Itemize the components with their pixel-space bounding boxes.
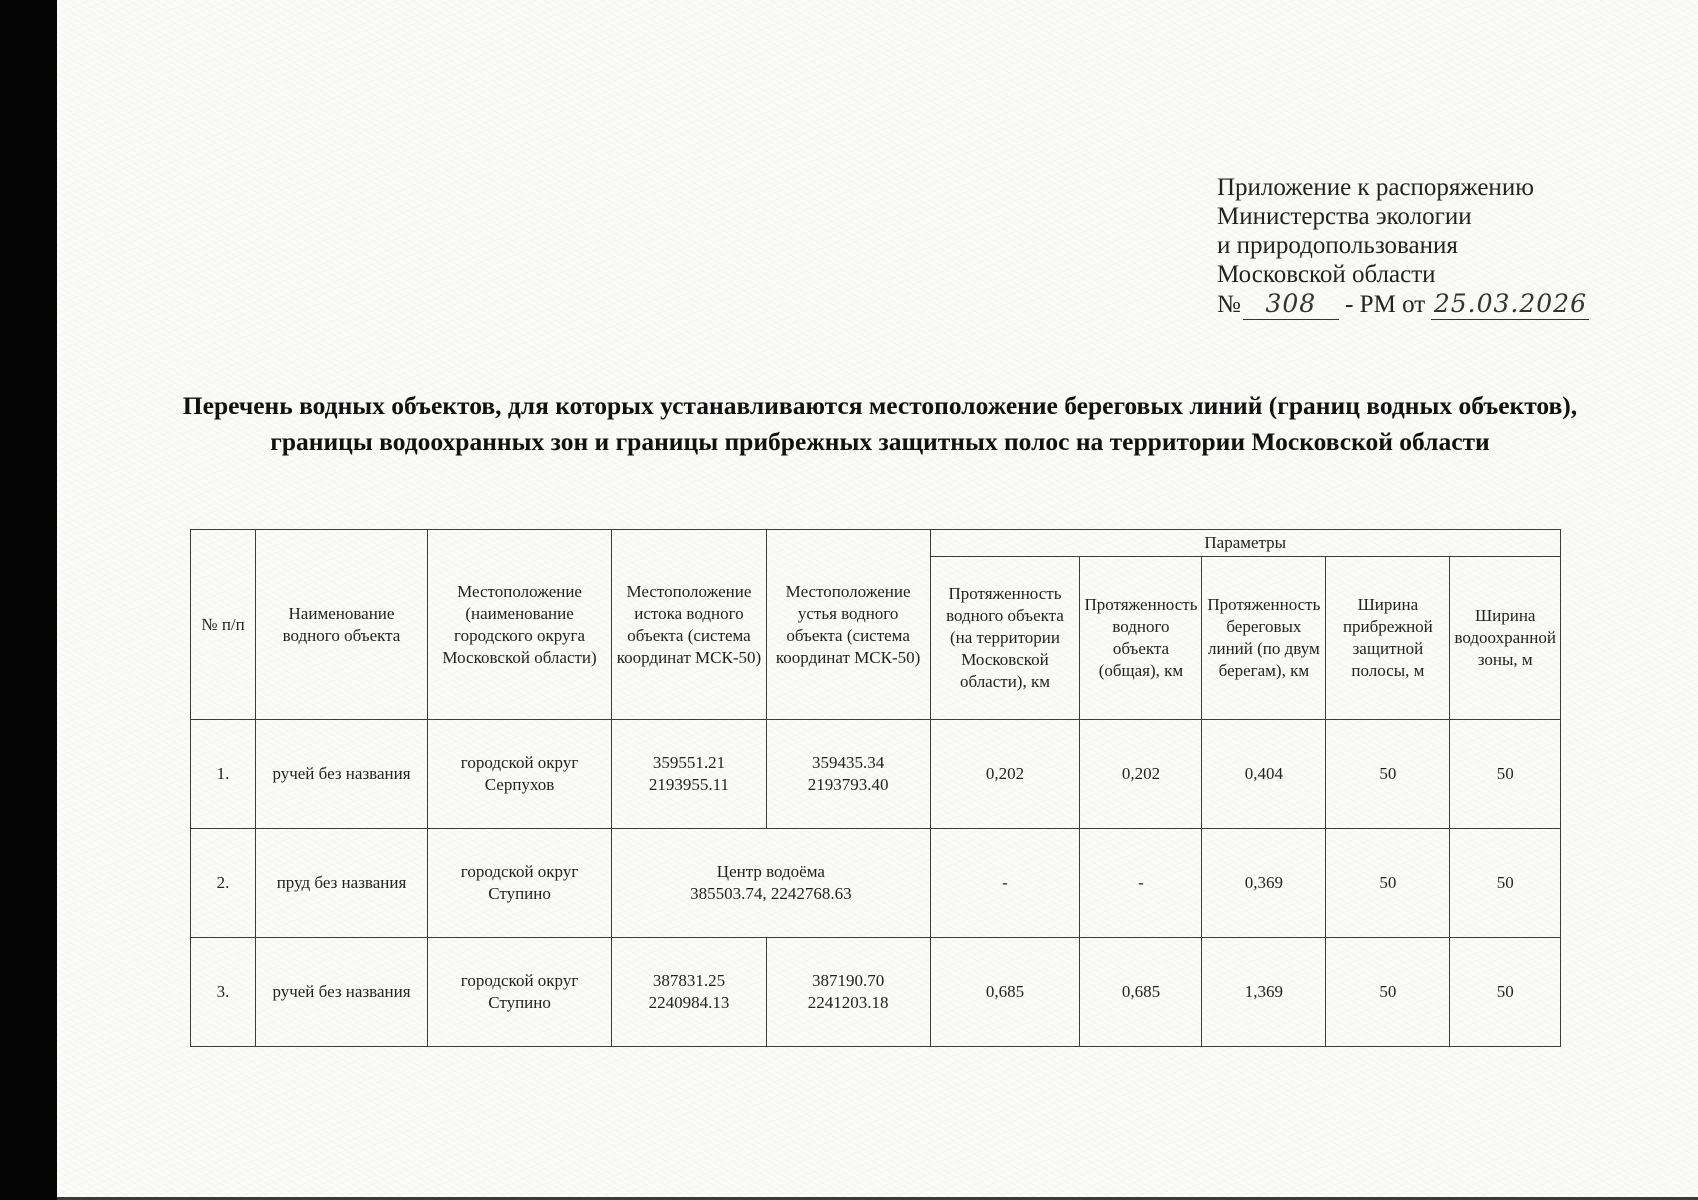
row-name: ручей без названия [256, 720, 428, 829]
table-row [191, 938, 1561, 1047]
row-name: ручей без названия [256, 938, 428, 1047]
row-protection-width: 50 [1450, 720, 1561, 829]
row-coastal-width: 50 [1326, 938, 1450, 1047]
row-coastal-width: 50 [1326, 720, 1450, 829]
header-mouth: Местоположение устья водного объекта (система координат МСК-50) [766, 530, 930, 720]
number-sign: № [1217, 291, 1241, 318]
row-source: 359551.21 2193955.11 [612, 720, 766, 829]
row-protection-width: 50 [1450, 829, 1561, 938]
rm-label: - РМ от [1345, 291, 1426, 318]
scan-left-border [0, 0, 57, 1200]
row-mouth: 359435.34 2193793.40 [766, 720, 930, 829]
header-protection-width: Ширина водоохранной зоны, м [1450, 557, 1561, 720]
row-length-region: 0,202 [930, 720, 1080, 829]
header-coastal-width: Ширина прибрежной защитной полосы, м [1326, 557, 1450, 720]
water-objects-table [190, 529, 1561, 1047]
row-num: 3. [191, 938, 256, 1047]
row-length-shore: 0,369 [1202, 829, 1326, 938]
row-source: 387831.25 2240984.13 [612, 938, 766, 1047]
order-number-handwritten: 308 [1265, 289, 1317, 318]
row-length-shore: 0,404 [1202, 720, 1326, 829]
row-protection-width: 50 [1450, 938, 1561, 1047]
appendix-header [1217, 173, 1589, 320]
row-length-shore: 1,369 [1202, 938, 1326, 1047]
header-length-region: Протяженность водного объекта (на территории Московской области), км [930, 557, 1080, 720]
row-location: городской округ Серпухов [427, 720, 611, 829]
row-length-region: - [930, 829, 1080, 938]
row-length-region: 0,685 [930, 938, 1080, 1047]
row-center-of-reservoir [612, 829, 930, 938]
row-num: 2. [191, 829, 256, 938]
order-date-handwritten: 25.03.2026 [1433, 289, 1587, 318]
row-length-total: 0,202 [1080, 720, 1202, 829]
table-row [191, 829, 1561, 938]
order-number-line [1217, 289, 1589, 320]
header-num: № п/п [191, 530, 256, 720]
header-length-shore: Протяженность береговых линий (по двум берегам), км [1202, 557, 1326, 720]
appendix-line-4: Московской области [1217, 261, 1436, 288]
row-length-total: - [1080, 829, 1202, 938]
row-length-total: 0,685 [1080, 938, 1202, 1047]
header-length-total: Протяженность водного объекта (общая), км [1080, 557, 1202, 720]
header-location: Местоположение (наименование городского округа Московской области) [427, 530, 611, 720]
center-coords: 385503.74, 2242768.63 [690, 884, 852, 903]
appendix-line-2: Министерства экологии [1217, 203, 1472, 230]
row-coastal-width: 50 [1326, 829, 1450, 938]
header-name: Наименование водного объекта [256, 530, 428, 720]
row-location: городской округ Ступино [427, 829, 611, 938]
appendix-line-3: и природопользования [1217, 232, 1458, 259]
order-date-field [1431, 289, 1589, 320]
table-header-row [191, 530, 1561, 557]
header-source: Местоположение истока водного объекта (система координат МСК-50) [612, 530, 766, 720]
table-row [191, 720, 1561, 829]
document-title: Перечень водных объектов, для которых устанавливаются местоположение береговых линий (границ водных объектов), границы водоохранных зон и границы прибрежных защитных полос на территории Московской области [182, 391, 1578, 456]
center-label: Центр водоёма [716, 862, 825, 881]
appendix-line-1: Приложение к распоряжению [1217, 174, 1534, 201]
header-params: Параметры [930, 530, 1561, 557]
row-num: 1. [191, 720, 256, 829]
row-name: пруд без названия [256, 829, 428, 938]
row-location: городской округ Ступино [427, 938, 611, 1047]
order-number-field [1243, 289, 1339, 320]
row-mouth: 387190.70 2241203.18 [766, 938, 930, 1047]
